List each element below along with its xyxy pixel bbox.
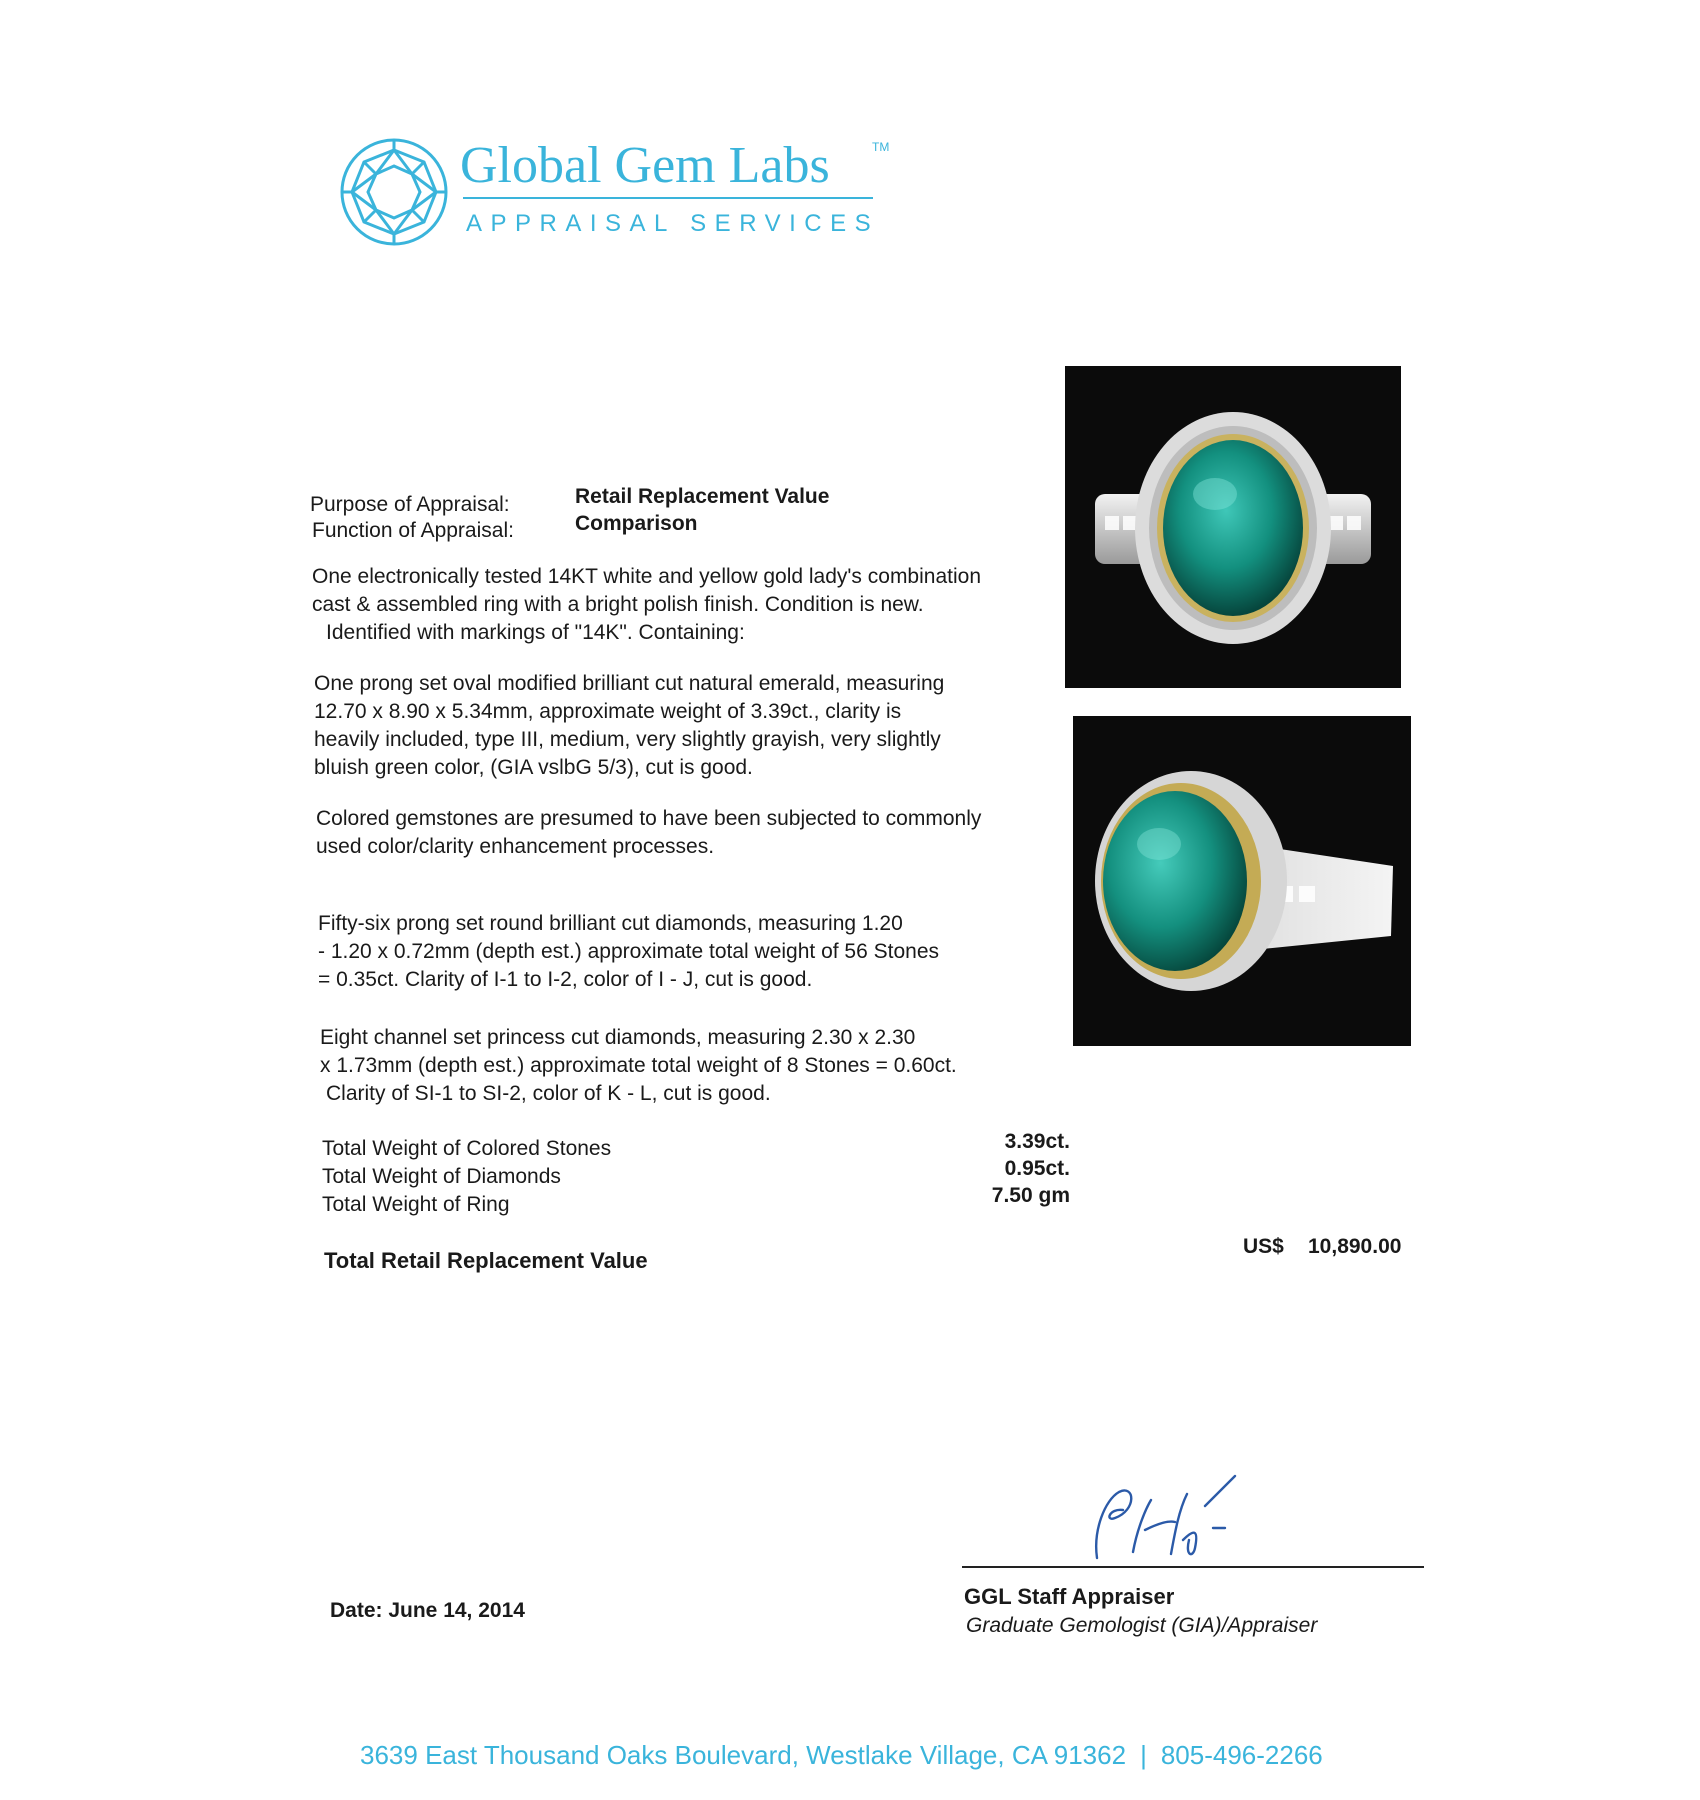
setting-description — [312, 563, 1072, 647]
round-diamonds-description — [318, 910, 1078, 994]
emerald-line: 12.70 x 8.90 x 5.34mm, approximate weight of 3.39ct., clarity is — [314, 700, 902, 723]
purpose-value: Retail Replacement Value — [575, 485, 830, 508]
emerald-line: heavily included, type III, medium, very slightly grayish, very slightly — [314, 728, 941, 751]
appraiser-name: GGL Staff Appraiser — [964, 1584, 1175, 1609]
princess-line: Eight channel set princess cut diamonds, measuring 2.30 x 2.30 — [320, 1026, 916, 1049]
function-value: Comparison — [575, 512, 698, 535]
princess-line: x 1.73mm (depth est.) approximate total weight of 8 Stones = 0.60ct. — [320, 1054, 957, 1077]
trademark-mark: TM — [872, 140, 890, 154]
ring-top-image — [1065, 366, 1401, 688]
function-label: Function of Appraisal: — [312, 519, 514, 542]
total-ring-label: Total Weight of Ring — [322, 1193, 510, 1216]
ring-side-image — [1073, 716, 1411, 1046]
melee-line: = 0.35ct. Clarity of I-1 to I-2, color of I - J, cut is good. — [318, 968, 813, 991]
ring-top-photo — [1065, 366, 1401, 688]
replacement-value-label: Total Retail Replacement Value — [324, 1248, 648, 1273]
melee-line: - 1.20 x 0.72mm (depth est.) approximate total weight of 56 Stones — [318, 940, 939, 963]
total-diamonds-value: 0.95ct. — [1004, 1157, 1070, 1180]
gem-logo-icon — [338, 136, 450, 248]
melee-line: Fifty-six prong set round brilliant cut diamonds, measuring 1.20 — [318, 912, 903, 935]
appraiser-title: Graduate Gemologist (GIA)/Appraiser — [966, 1614, 1318, 1637]
signature-line — [962, 1566, 1424, 1568]
note-line: used color/clarity enhancement processes. — [316, 835, 715, 858]
princess-diamonds-description — [320, 1024, 1080, 1108]
enhancement-note — [316, 805, 1076, 861]
princess-line: Clarity of SI-1 to SI-2, color of K - L, cut is good. — [326, 1082, 771, 1105]
setting-line: Identified with markings of "14K". Containing: — [326, 621, 745, 644]
emerald-description — [314, 670, 1074, 782]
footer-phone: 805-496-2266 — [1160, 1740, 1323, 1770]
setting-line: cast & assembled ring with a bright polish finish. Condition is new. — [312, 593, 924, 616]
replacement-value-amount: 10,890.00 — [1308, 1235, 1402, 1258]
setting-line: One electronically tested 14KT white and yellow gold lady's combination — [312, 565, 981, 588]
total-diamonds-label: Total Weight of Diamonds — [322, 1165, 561, 1188]
brand-name: Global Gem Labs — [460, 137, 830, 194]
emerald-line: One prong set oval modified brilliant cut natural emerald, measuring — [314, 672, 945, 695]
footer-address: 3639 East Thousand Oaks Boulevard, Westlake Village, CA 91362 — [360, 1740, 1127, 1770]
purpose-label: Purpose of Appraisal: — [310, 493, 510, 516]
currency-label: US$ — [1243, 1235, 1284, 1258]
appraisal-date: Date: June 14, 2014 — [330, 1599, 525, 1622]
ring-side-photo — [1073, 716, 1411, 1046]
total-ring-value: 7.50 gm — [991, 1184, 1070, 1207]
emerald-line: bluish green color, (GIA vslbG 5/3), cut is good. — [314, 756, 753, 779]
total-colored-label: Total Weight of Colored Stones — [322, 1137, 612, 1160]
footer-separator: | — [1140, 1740, 1147, 1770]
total-colored-value: 3.39ct. — [1004, 1130, 1070, 1153]
brand-divider — [463, 197, 873, 199]
footer-contact — [360, 1740, 1323, 1771]
signature-icon — [1075, 1470, 1245, 1565]
brand-subtitle: APPRAISAL SERVICES — [466, 210, 880, 237]
note-line: Colored gemstones are presumed to have been subjected to commonly — [316, 807, 982, 830]
